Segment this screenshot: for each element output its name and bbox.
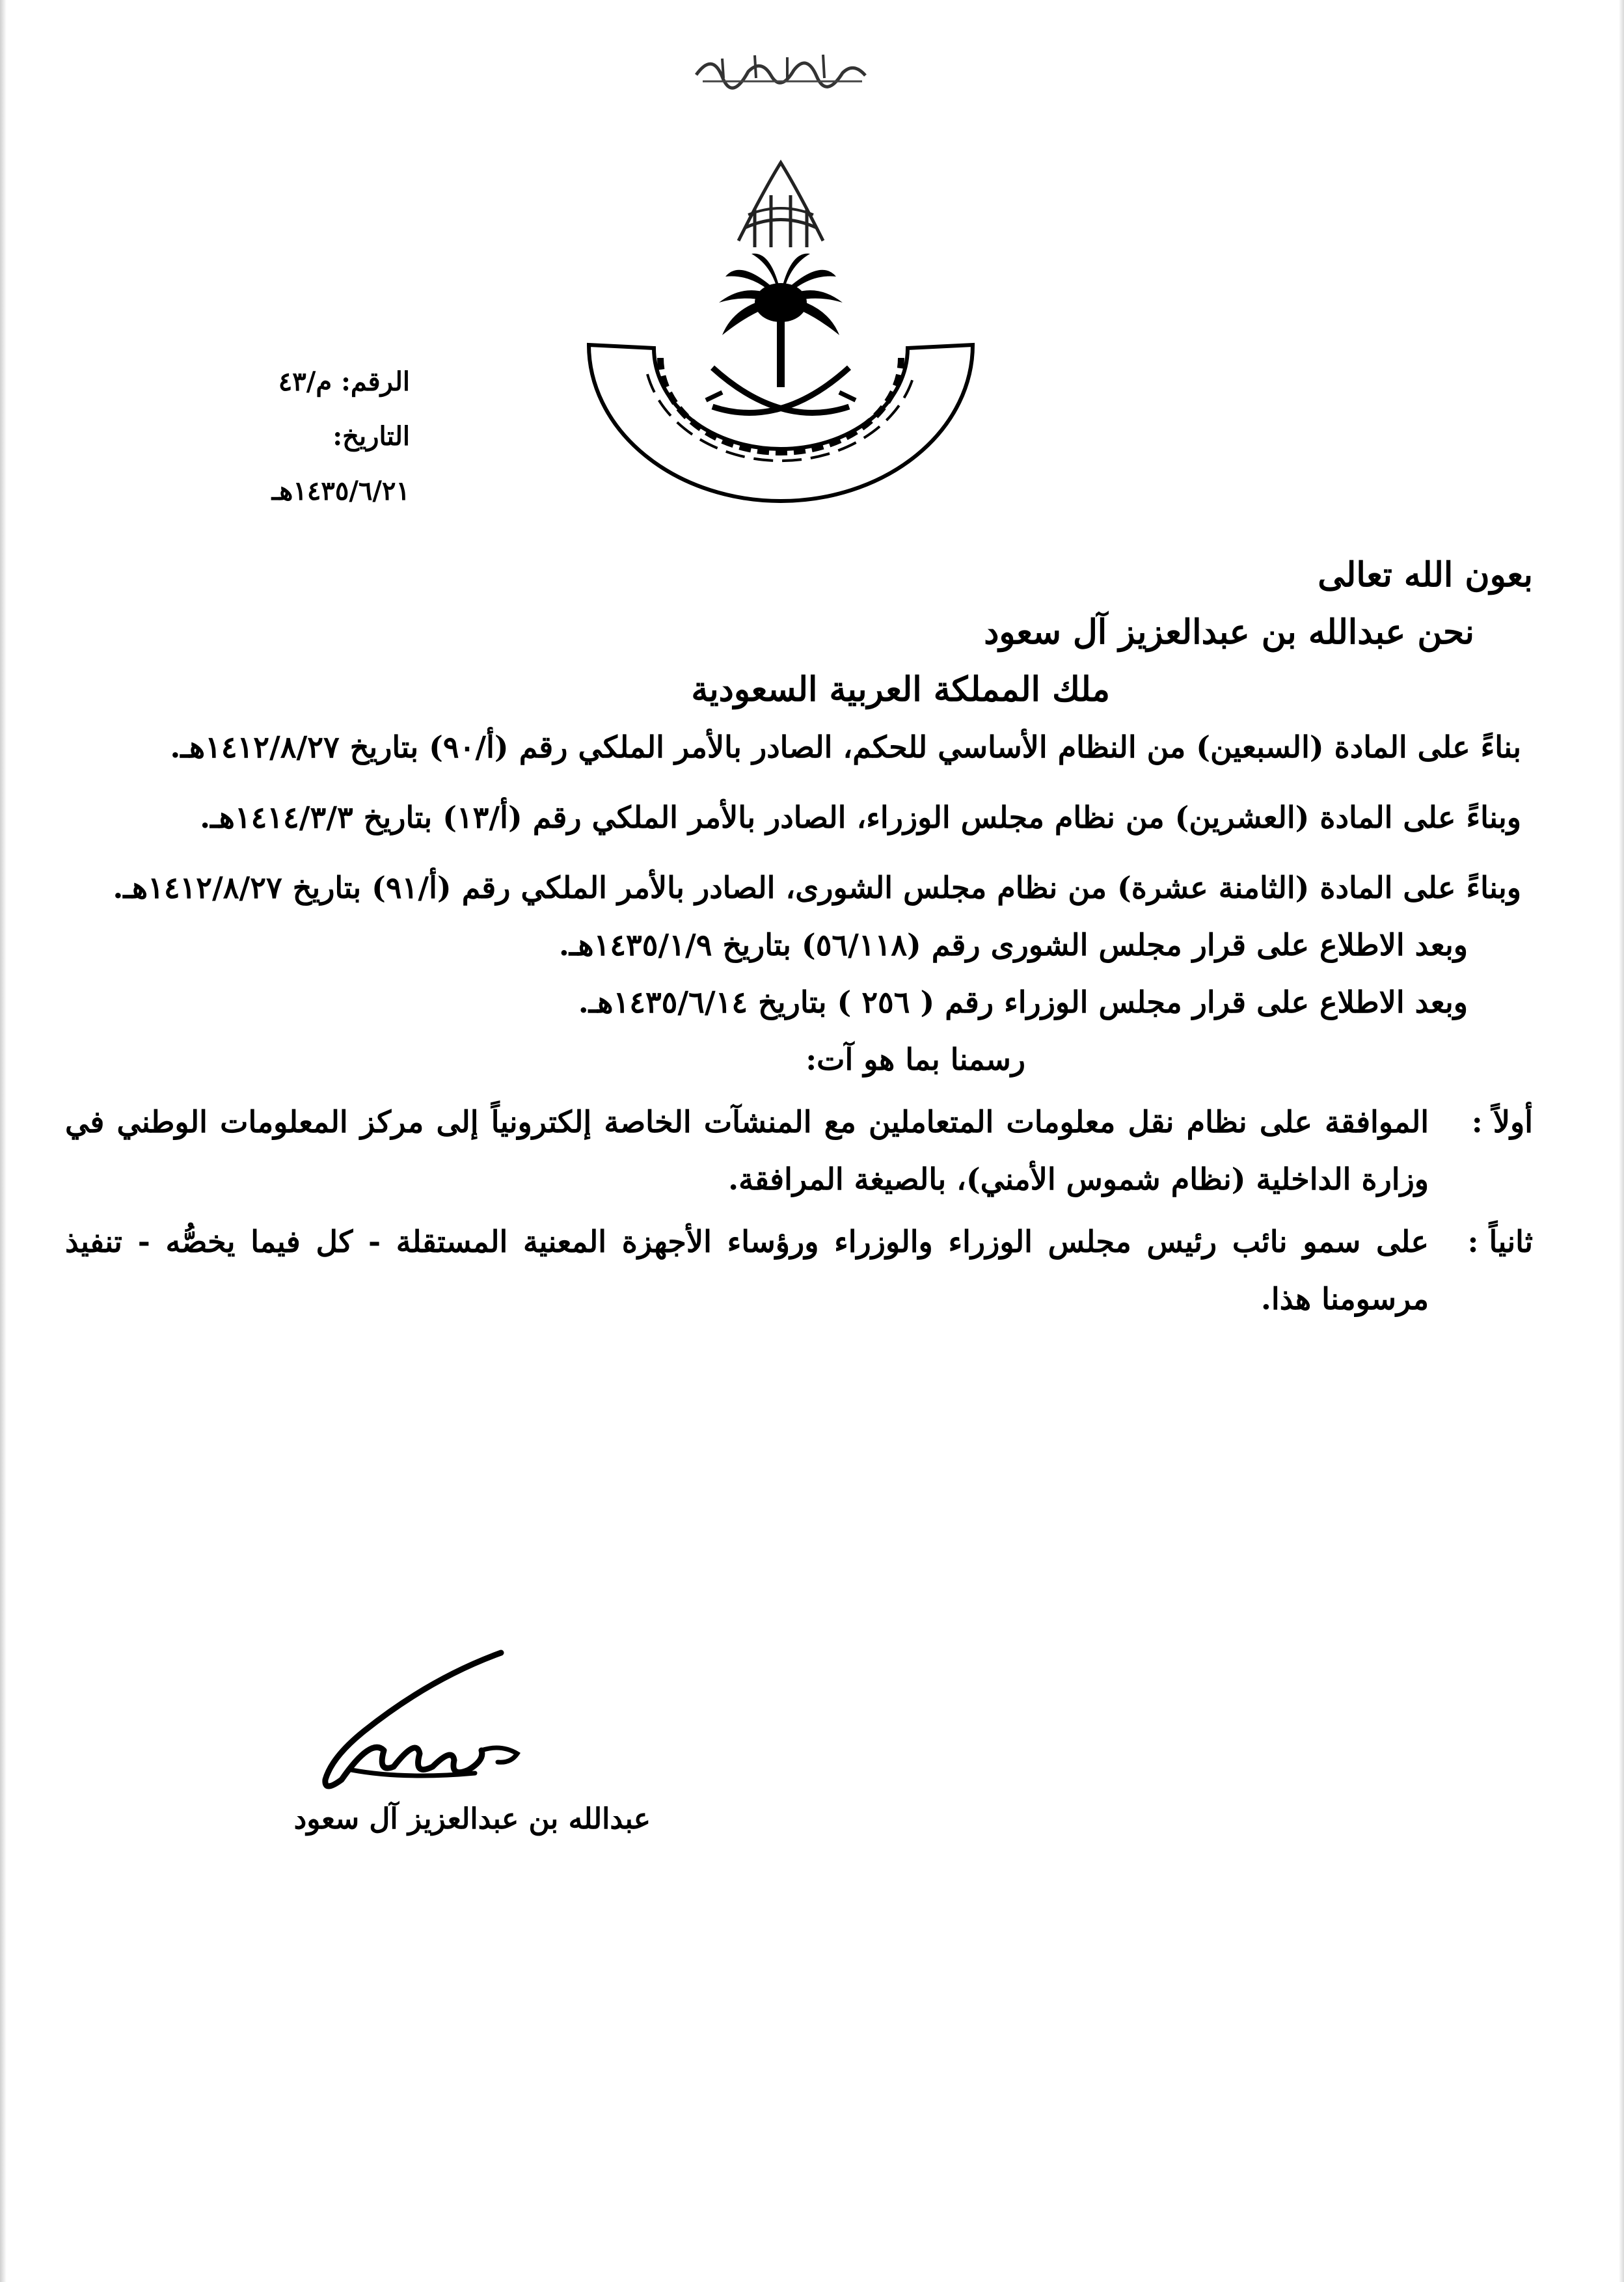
issuer-title: ملك المملكة العربية السعودية	[691, 670, 1110, 709]
decree-body	[65, 547, 1533, 1327]
scan-edge-right	[1619, 0, 1624, 2282]
article-number: أولاً :	[1471, 1104, 1533, 1139]
reference-date-value: ١٤٣٥/٦/٢١هـ	[271, 476, 410, 506]
preamble-paragraph: وبناءً على المادة (العشرين) من نظام مجلس الوزراء، الصادر بالأمر الملكي رقم (أ/١٣) بتاريخ ١٤١٤/٣/٣هـ.	[200, 800, 1521, 835]
signatory-name: عبدالله بن عبدالعزيز آل سعود	[293, 1802, 651, 1836]
article-item	[65, 1093, 1533, 1208]
reference-block	[215, 355, 410, 519]
handwritten-signature	[286, 1640, 560, 1809]
reference-number-row	[215, 355, 410, 409]
article-item	[65, 1213, 1533, 1327]
invocation: بعون الله تعالى	[1318, 555, 1533, 595]
decree-intro: رسمنا بما هو آت:	[805, 1042, 1025, 1077]
reference-number-label: الرقم:	[341, 366, 410, 397]
preamble-paragraph: وبناءً على المادة (الثامنة عشرة) من نظام مجلس الشورى، الصادر بالأمر الملكي رقم (أ/٩١) بتاريخ ١٤١٢/٨/٢٧هـ.	[113, 870, 1521, 905]
scan-edge-left	[0, 0, 7, 2282]
article-text: الموافقة على نظام نقل معلومات المتعاملين مع المنشآت الخاصة إلكترونياً إلى مركز المعلومات الوطني في وزارة الداخلية (نظام شموس الأمني)، بالصيغة المرافقة.	[65, 1104, 1429, 1197]
review-line: وبعد الاطلاع على قرار مجلس الوزراء رقم ( ٢٥٦ ) بتاريخ ١٤٣٥/٦/١٤هـ.	[578, 985, 1468, 1020]
reference-date-label: التاريخ:	[332, 421, 410, 452]
royal-emblem-icon	[586, 244, 976, 504]
basmala-calligraphy	[683, 39, 878, 98]
reference-number-value: م/٤٣	[278, 366, 332, 397]
article-text: على سمو نائب رئيس مجلس الوزراء والوزراء ورؤساء الأجهزة المعنية المستقلة - كل فيما يخصُّه - تنفيذ مرسومنا هذا.	[65, 1224, 1429, 1316]
issuer-line: نحن عبدالله بن عبدالعزيز آل سعود	[984, 612, 1474, 652]
article-number: ثانياً :	[1467, 1224, 1533, 1259]
letterhead	[586, 39, 976, 508]
signature-block	[195, 1640, 651, 1854]
review-line: وبعد الاطلاع على قرار مجلس الشورى رقم (٥٦/١١٨) بتاريخ ١٤٣٥/١/٩هـ.	[558, 927, 1468, 962]
preamble-paragraph: بناءً على المادة (السبعين) من النظام الأساسي للحكم، الصادر بالأمر الملكي رقم (أ/٩٠) بتاريخ ١٤١٢/٨/٢٧هـ.	[170, 729, 1521, 765]
reference-date-row	[215, 409, 410, 519]
